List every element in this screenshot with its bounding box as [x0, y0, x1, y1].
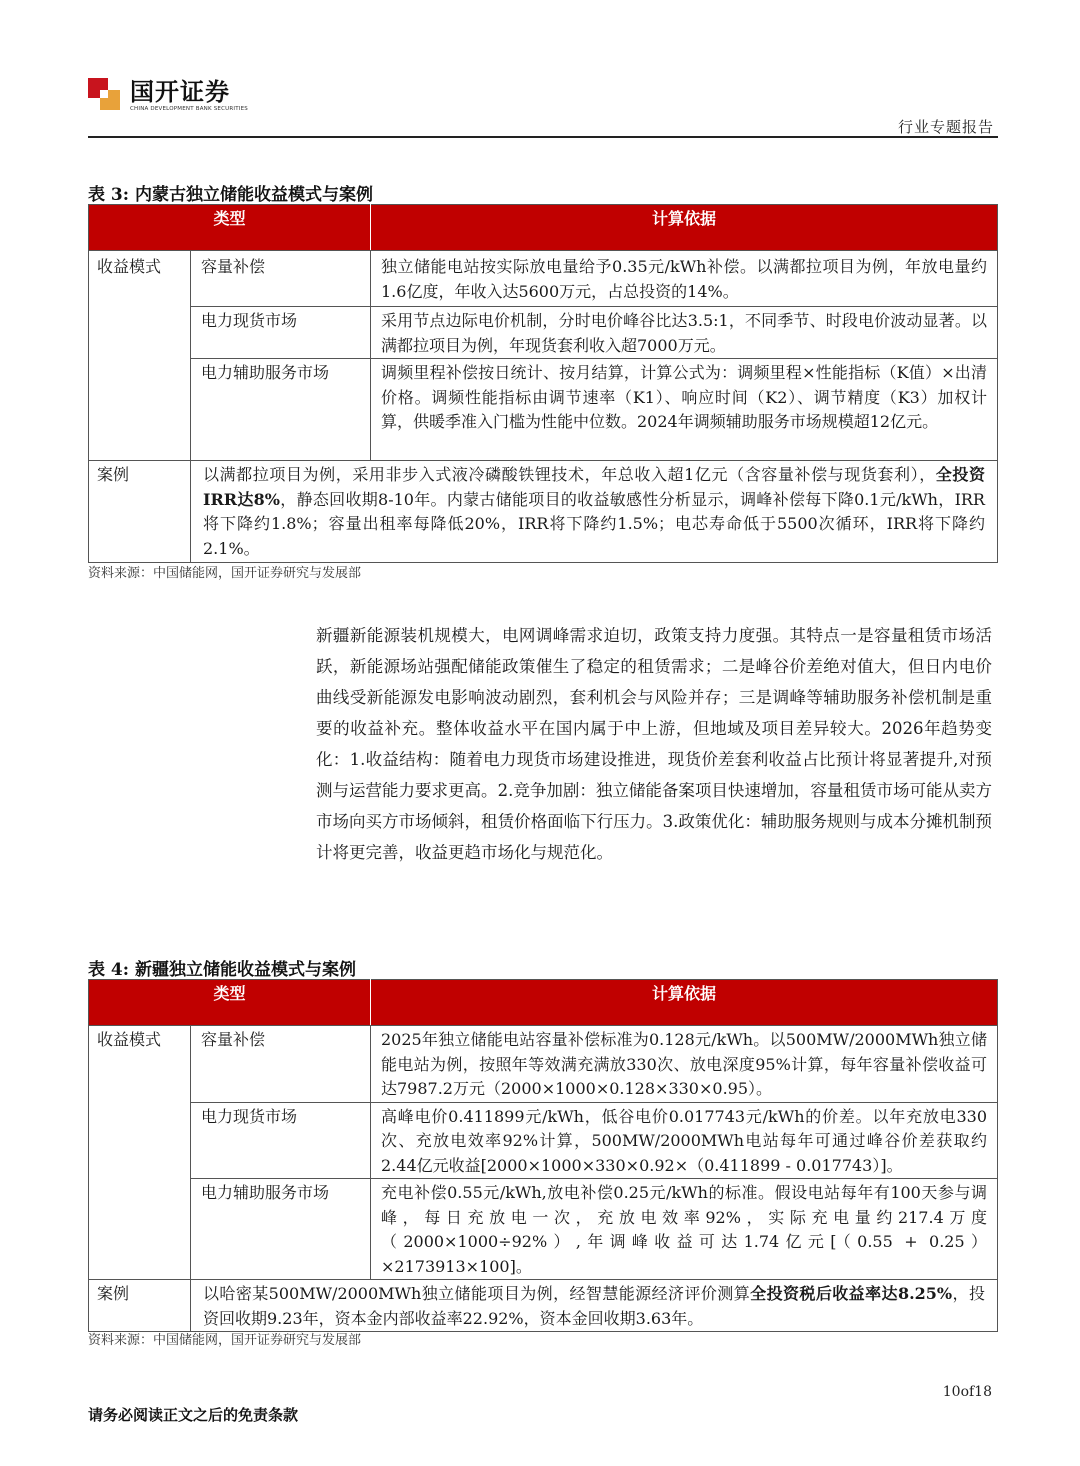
table-row — [89, 1179, 998, 1280]
group-label: 收益模式 — [89, 1026, 191, 1280]
row-basis: 调频里程补偿按日统计、按月结算，计算公式为：调频里程×性能指标（K值）×出清价格。调频性能指标由调节速率（K1）、响应时间（K2）、调节精度（K3）加权计算，供暖季准入门槛为性能中位数。2024年调频辅助服务市场规模超12亿元。 — [371, 359, 998, 461]
row-basis: 充电补偿0.55元/kWh,放电补偿0.25元/kWh的标准。假设电站每年有100天参与调峰，每日充放电一次，充放电效率92%，实际充电量约217.4万度（2000×1000÷92%）,年调峰收益可达1.74亿元[（0.55 + 0.25）×2173913×100]。 — [371, 1179, 998, 1280]
table-header-row — [89, 205, 998, 251]
group-label: 收益模式 — [89, 251, 191, 461]
table3-caption: 表 3: 内蒙古独立储能收益模式与案例 — [88, 185, 373, 205]
table-row — [89, 251, 998, 307]
logo-name-cn: 国开证券 — [130, 77, 230, 106]
case-label: 案例 — [89, 461, 191, 563]
row-type: 容量补偿 — [191, 251, 371, 307]
table-row-case — [89, 1280, 998, 1332]
table-row — [89, 359, 998, 461]
row-basis: 采用节点边际电价机制，分时电价峰谷比达3.5:1，不同季节、时段电价波动显著。以满都拉项目为例，年现货套利收入超7000万元。 — [371, 307, 998, 359]
table4-source: 资料来源：中国储能网，国开证券研究与发展部 — [88, 1333, 362, 1348]
report-category: 行业专题报告 — [897, 118, 994, 136]
page-number: 10of18 — [942, 1384, 992, 1400]
row-basis: 独立储能电站按实际放电量给予0.35元/kWh补偿。以满都拉项目为例，年放电量约1.6亿度，年收入达5600万元，占总投资的14%。 — [371, 251, 998, 307]
case-text-post: ，静态回收期8-10年。内蒙古储能项目的收益敏感性分析显示，调峰补偿每下降0.1元/kWh，IRR将下降约1.8%；容量出租率每降低20%，IRR将下降约1.5%；电芯寿命低于5500次循环，IRR将下降约2.1%。 — [203, 489, 985, 558]
case-highlight: 全投资税后收益率达8.25% — [750, 1284, 953, 1303]
row-type: 容量补偿 — [191, 1026, 371, 1103]
case-text-pre: 以满都拉项目为例，采用非步入式液冷磷酸铁锂技术，年总收入超1亿元（含容量补偿与现货套利）， — [203, 465, 936, 484]
table4-caption: 表 4: 新疆独立储能收益模式与案例 — [88, 960, 356, 980]
row-type: 电力辅助服务市场 — [191, 359, 371, 461]
row-type: 电力现货市场 — [191, 307, 371, 359]
table3-source: 资料来源：中国储能网，国开证券研究与发展部 — [88, 566, 362, 581]
row-type: 电力现货市场 — [191, 1102, 371, 1179]
logo-name-en: CHINA DEVELOPMENT BANK SECURITIES — [130, 105, 248, 112]
case-text-post: ，投资回收期9.23年，资本金内部收益率22.92%，资本金回收期3.63年。 — [203, 1284, 985, 1328]
page-header — [88, 78, 998, 138]
col-header-type: 类型 — [89, 980, 371, 1026]
case-text-pre: 以哈密某500MW/2000MWh独立储能项目为例，经智慧能源经济评价测算 — [203, 1284, 751, 1303]
table-row — [89, 307, 998, 359]
logo-mark-icon — [88, 78, 122, 112]
case-highlight: 全投资IRR达8% — [203, 465, 985, 509]
row-basis: 高峰电价0.411899元/kWh，低谷电价0.017743元/kWh的价差。以年充放电330次、充放电效率92%计算，500MW/2000MWh电站每年可通过峰谷价差获取约2.44亿元收益[2000×1000×330×0.92×（0.411899 - 0.017743）]。 — [371, 1102, 998, 1179]
table4 — [88, 979, 998, 1332]
row-type: 电力辅助服务市场 — [191, 1179, 371, 1280]
col-header-basis: 计算依据 — [371, 980, 998, 1026]
case-text — [191, 461, 998, 563]
table3 — [88, 204, 998, 563]
table-row-case — [89, 461, 998, 563]
table-row — [89, 1026, 998, 1103]
table-row — [89, 1102, 998, 1179]
table-header-row — [89, 980, 998, 1026]
case-text — [191, 1280, 998, 1332]
body-paragraph: 新疆新能源装机规模大，电网调峰需求迫切，政策支持力度强。其特点一是容量租赁市场活跃，新能源场站强配储能政策催生了稳定的租赁需求；二是峰谷价差绝对值大，但日内电价曲线受新能源发电影响波动剧烈，套利机会与风险并存；三是调峰等辅助服务补偿机制是重要的收益补充。整体收益水平在国内属于中上游，但地域及项目差异较大。2026年趋势变化：1.收益结构：随着电力现货市场建设推进，现货价差套利收益占比预计将显著提升,对预测与运营能力要求更高。2.竞争加剧：独立储能备案项目快速增加，容量租赁市场可能从卖方市场向买方市场倾斜，租赁价格面临下行压力。3.政策优化：辅助服务规则与成本分摊机制预计将更完善，收益更趋市场化与规范化。 — [316, 626, 992, 862]
col-header-basis: 计算依据 — [371, 205, 998, 251]
header-divider — [88, 136, 998, 138]
row-basis: 2025年独立储能电站容量补偿标准为0.128元/kWh。以500MW/2000MWh独立储能电站为例，按照年等效满充满放330次、放电深度95%计算，每年容量补偿收益可达7987.2万元（2000×1000×0.128×330×0.95）。 — [371, 1026, 998, 1103]
case-label: 案例 — [89, 1280, 191, 1332]
company-logo — [88, 78, 248, 112]
disclaimer-note: 请务必阅读正文之后的免责条款 — [88, 1406, 299, 1424]
col-header-type: 类型 — [89, 205, 371, 251]
